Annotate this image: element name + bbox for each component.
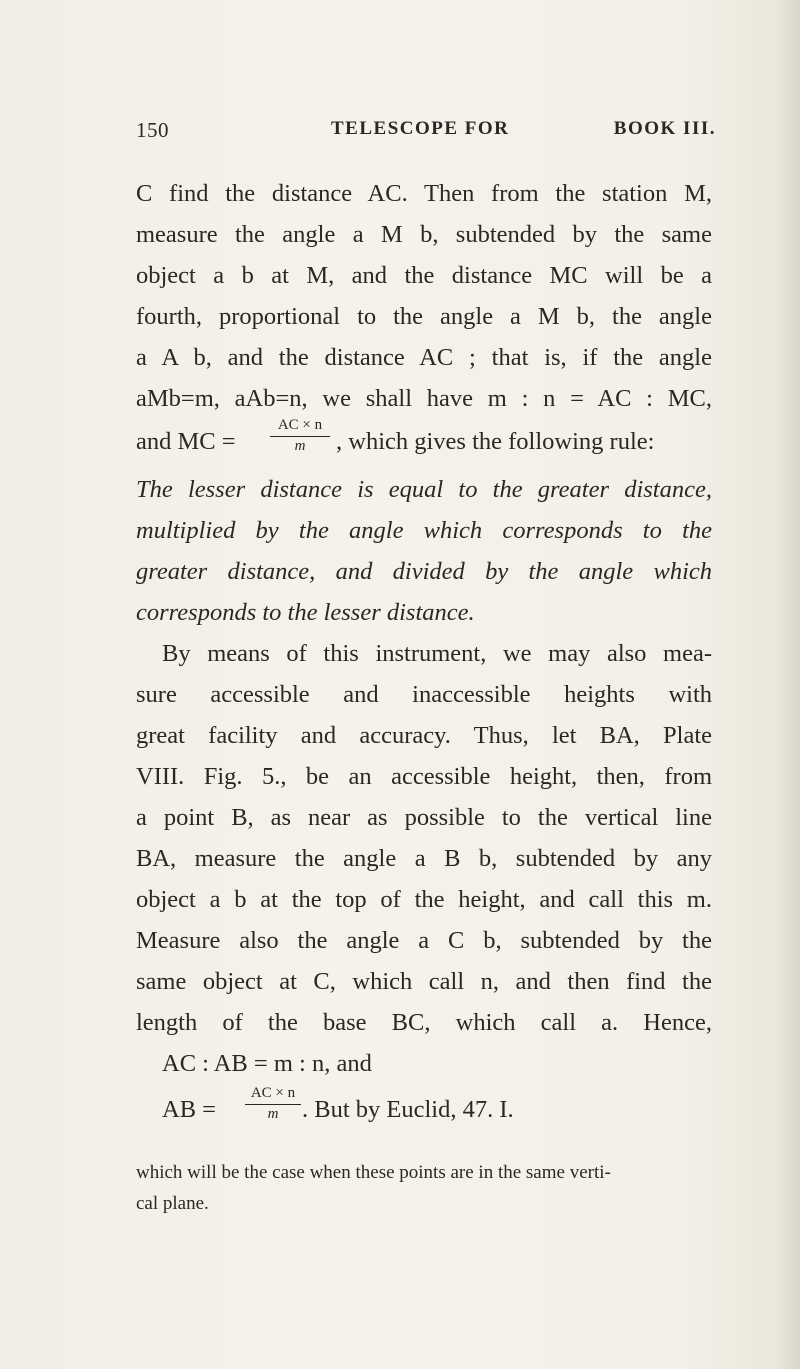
equation-mc-rest: , which gives the following rule: — [336, 428, 655, 455]
fraction-denominator: m — [267, 1106, 279, 1122]
fraction-ac-n-over-m — [270, 418, 330, 454]
equation-ab-rest: . But by Euclid, 47. I. — [302, 1096, 514, 1123]
body-line-17: a point B, as near as possible to the vertical line — [136, 804, 712, 831]
fraction-ac-n-over-m-2 — [245, 1086, 301, 1122]
rule-line-3: greater distance, and divided by the angle which — [136, 558, 712, 585]
body-line-4: fourth, proportional to the angle a M b, the angle — [136, 303, 712, 330]
equation-mc-label: and MC = — [136, 428, 236, 455]
rule-line-4: corresponds to the lesser distance. — [136, 599, 475, 626]
body-line-2: measure the angle a M b, subtended by the same — [136, 221, 712, 248]
body-line-22: length of the base BC, which call a. Hence, — [136, 1009, 712, 1036]
body-line-18: BA, measure the angle a B b, subtended by any — [136, 845, 712, 872]
footnote-line-1: which will be the case when these points are in the same verti- — [136, 1162, 611, 1183]
rule-line-2: multiplied by the angle which corresponds to the — [136, 517, 712, 544]
body-line-23: AC : AB = m : n, and — [162, 1050, 372, 1077]
fraction-numerator: AC × n — [277, 417, 323, 433]
rule-line-1: The lesser distance is equal to the greater distance, — [136, 476, 712, 503]
fraction-denominator: m — [294, 438, 306, 454]
body-line-5: a A b, and the distance AC ; that is, if the angle — [136, 344, 712, 371]
body-line-20: Measure also the angle a C b, subtended by the — [136, 927, 712, 954]
body-line-14: sure accessible and inaccessible heights with — [136, 681, 712, 708]
body-line-6: aMb=m, aAb=n, we shall have m : n = AC : MC, — [136, 385, 712, 412]
body-line-21: same object at C, which call n, and then find the — [136, 968, 712, 995]
body-line-1: C find the distance AC. Then from the station M, — [136, 180, 712, 207]
footnote-line-2: cal plane. — [136, 1193, 209, 1214]
body-line-19: object a b at the top of the height, and call this m. — [136, 886, 712, 913]
body-line-3: object a b at M, and the distance MC will be a — [136, 262, 712, 289]
body-line-16: VIII. Fig. 5., be an accessible height, then, from — [136, 763, 712, 790]
body-line-13: By means of this instrument, we may also mea- — [162, 640, 712, 667]
fraction-bar — [270, 436, 330, 437]
fraction-numerator: AC × n — [250, 1085, 296, 1101]
running-title: TELESCOPE FOR — [331, 118, 510, 139]
book-label: BOOK III. — [613, 118, 716, 139]
page-number: 150 — [136, 118, 169, 142]
body-line-15: great facility and accuracy. Thus, let BA, Plate — [136, 722, 712, 749]
fraction-bar — [245, 1104, 301, 1105]
page-header — [136, 118, 716, 148]
equation-ab-label: AB = — [162, 1096, 216, 1123]
